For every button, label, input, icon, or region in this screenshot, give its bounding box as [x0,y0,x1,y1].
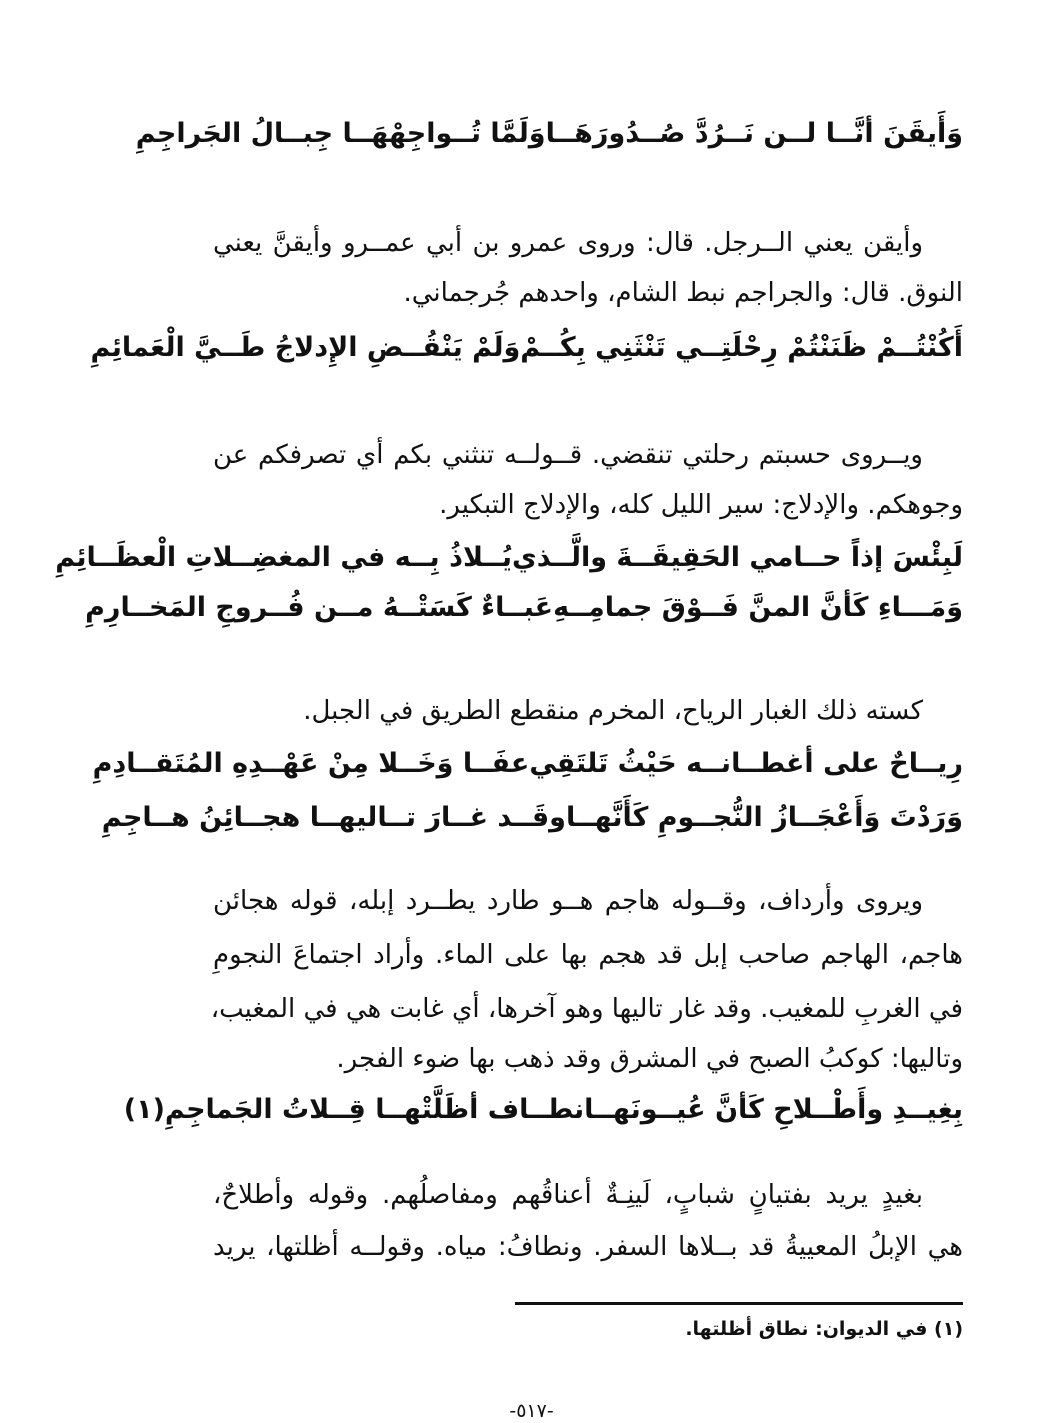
verse-first-hemistich: أَكُنْتُــمْ ظَنَنْتُمْ رِحْلَتِــي تَنْثَنِي بِكُــمْ [520,331,963,363]
paragraph-line: كسته ذلك الغبار الرياح، المخرم منقطع الطريق في الجبل. [303,696,923,726]
verse-line [90,322,963,372]
footnote: (١) في الديوان: نطاق أظلتها. [685,1318,963,1340]
verse-first-hemistich: وَرَدْتَ وَأَعْجَــازُ النُّجــومِ كَأَنَّهــا [565,801,963,833]
verse-first-hemistich: بِغِيــدِ وأَطْــلاحِ كَأنَّ عُيــونَهــا [584,1093,963,1125]
verse-line [123,1084,963,1134]
verse-first-hemistich: لَبِئْسَ إذاً حــامي الحَقِيقَــةَ والَّــذي [512,541,963,573]
paragraph-line: هي الإبلُ المعييةُ قد بــلاها السفر. ونطافُ: مياه. وقولــه أظلتها، يريد [213,1232,963,1262]
verse-second-hemistich: وَلَمْ يَنْقُــضِ الإِدلاجُ طَــيَّ الْعَمائِمِ [90,331,521,363]
verse-second-hemistich: نطــاف أظَلَّتْهــا قِــلاتُ الجَماجِمِ(١) [123,1093,585,1125]
verse-second-hemistich: عَبــاءٌ كَسَتْــهُ مــن فُــروجِ المَخــارِمِ [85,591,554,623]
paragraph-line: وأيقن يعني الــرجل. قال: وروى عمرو بن أبي عمــرو وأيقنَّ يعني [213,228,923,258]
paragraph-line: بغيدٍ يريد بفتيانٍ شبابٍ، لَينِـةٌ أعناقُهم ومفاصلُهم. وقوله وأطلاحٌ، [213,1180,923,1210]
verse-second-hemistich: وَلَمَّا تُــواجِهْهَــا جِبــالُ الجَراجِمِ [135,117,546,149]
verse-line [85,582,963,632]
verse-second-hemistich: عفَــا وَخَــلا مِنْ عَهْــدِهِ المُتَقــادِمِ [92,747,530,779]
page-number: -٥١٧- [509,1400,554,1422]
paragraph-line: وجوهكم. والإدلاج: سير الليل كله، والإدلاج التبكير. [439,490,963,520]
paragraph-line: في الغربِ للمغيب. وقد غار تاليها وهو آخرها، أي غابت هي في المغيب، [210,994,963,1024]
verse-second-hemistich: وقَــد غــارَ تــاليهــا هجــائِنُ هــاجِمِ [101,801,566,833]
verse-line [101,792,963,842]
paragraph-line: ويروى وأرداف، وقــوله هاجم هــو طارد يطــرد إبله، قوله هجائن [213,886,923,916]
verse-line [55,532,963,582]
paragraph-line: هاجم، الهاجم صاحب إبل قد هجم بها على الماء. وأراد اجتماعَ النجومِ [213,940,963,970]
verse-second-hemistich: يُــلاذُ بِــه في المغضِــلاتِ الْعظَــائِمِ [55,541,513,573]
footnote-divider [515,1302,963,1305]
verse-line [92,738,963,788]
paragraph-line: النوق. قال: والجراجم نبط الشام، واحدهم جُرجماني. [403,278,963,308]
paragraph-line: وتاليها: كوكبُ الصبح في المشرق وقد ذهب بها ضوء الفجر. [336,1044,963,1074]
verse-first-hemistich: وَأَيقَنَ أنَّــا لــن نَــرُدَّ صُــدُورَهَــا [545,117,963,149]
verse-line [135,108,963,158]
verse-first-hemistich: وَمَـــاءِ كَأنَّ المنَّ فَــوْقَ جمامِــهِ [553,591,963,623]
paragraph-line: ويــروى حسبتم رحلتي تنقضي. قــولــه تنثني بكم أي تصرفكم عن [213,440,923,470]
verse-first-hemistich: رِيــاحٌ على أغطــانــه حَيْثُ تَلتَقِي [529,747,963,779]
